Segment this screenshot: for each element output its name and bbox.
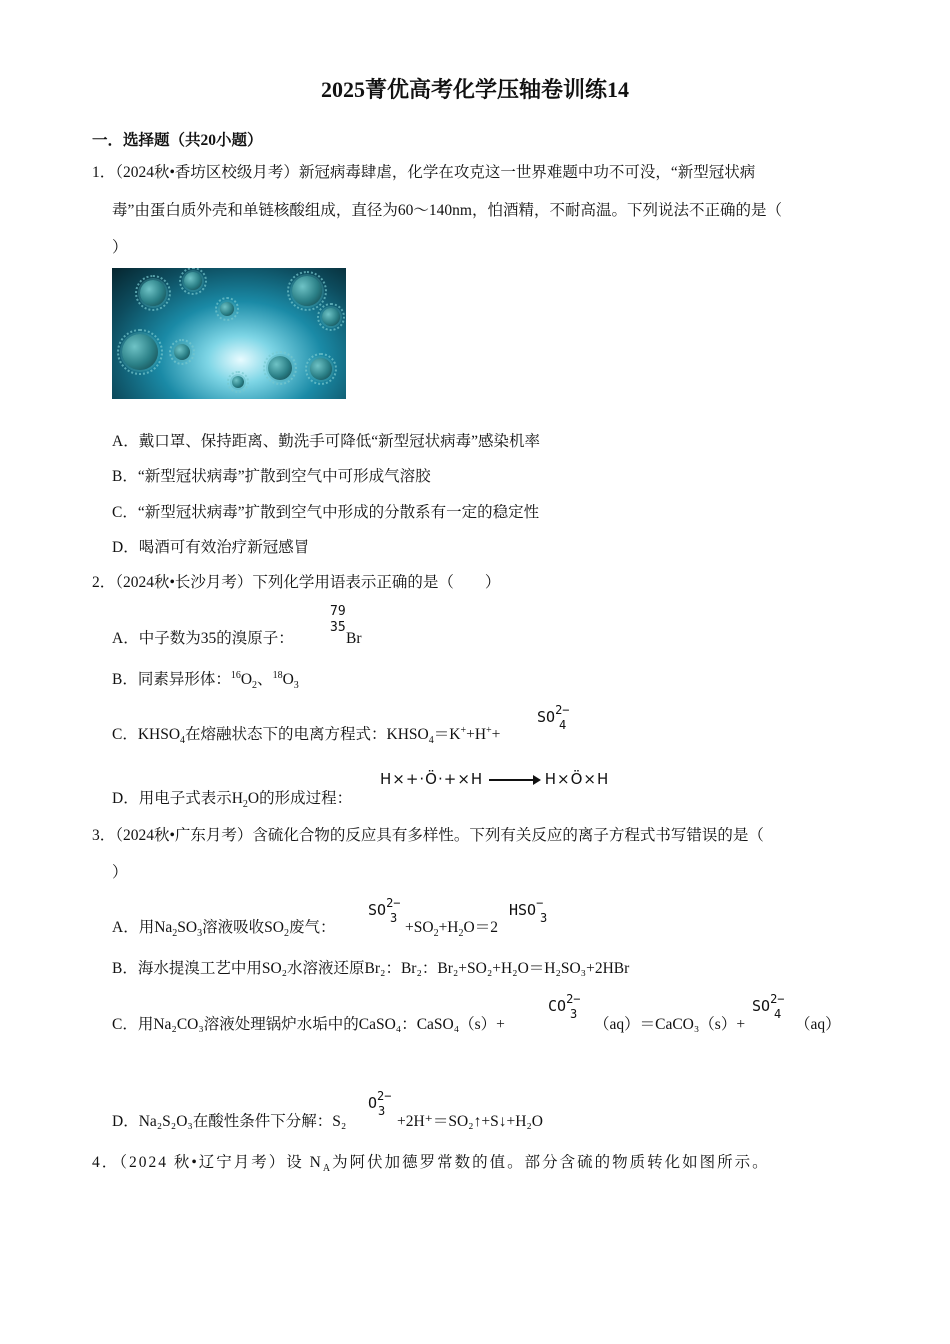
q3-option-d: D．Na₂S₂O₃在酸性条件下分解：S₂ [112,1113,347,1130]
q3-d-thiosulfate-ion: $O^{2-}$ 3 [368,1089,392,1118]
q2-a-symbol: Br [346,630,362,647]
virus-image [112,268,346,399]
q3-a-sulfite-ion: $SO^{2-}$ 3 [368,896,401,925]
section-heading: 一．选择题（共20小题） [92,132,263,149]
q1-stem-line2: 毒”由蛋白质外壳和单链核酸组成，直径为60～140nm，怕酒精，不耐高温。下列说法不正确的是（ [112,202,782,219]
q3-option-b: B．海水提溴工艺中用SO₂水溶液还原Br₂：Br₂：Br₂+SO₂+H₂O＝H₂SO₃+2HBr [112,960,630,977]
q3-stem-line1: 3．（2024秋•广东月考）含硫化合物的反应具有多样性。下列有关反应的离子方程式书写错误的是（ [92,827,764,844]
q2-c-sulfate-ion: $SO^{2-}$ 4 [537,703,570,732]
q3-c-carbonate-ion: $CO^{2-}$ 3 [548,992,581,1021]
q1-option-c: C．“新型冠状病毒”扩散到空气中形成的分散系有一定的稳定性 [112,504,540,521]
q3-d-tail: +2H⁺＝SO₂↑+S↓+H₂O [397,1113,543,1130]
q3-a-middle: $+SO_2+H_2O=2$ [405,919,498,940]
q3-a-bisulfite-ion: HSO− 3 [509,896,548,925]
q2-option-a: A．中子数为35的溴原子： [112,630,294,647]
q1-option-d: D．喝酒可有效治疗新冠感冒 [112,539,310,556]
q2-d-electron-formula: H×+·Ö·+×H H×Ö×H [380,770,610,788]
page-title: 2025菁优高考化学压轴卷训练14 [320,77,629,102]
q2-option-d: D．用电子式表示$H_2O$的形成过程： [112,790,353,811]
q1-option-a: A．戴口罩、保持距离、勤洗手可降低“新型冠状病毒”感染机率 [112,433,540,450]
q3-option-a: A．用$Na_2SO_3$溶液吸收$SO_2$废气： [112,919,336,940]
q1-stem-line3: ） [112,239,128,256]
q2-option-b: B．同素异形体：$^{16}O_2$、$^{18}O_3$ [112,669,299,692]
q4-stem: 4．（2024 秋•辽宁月考）设 $N_A$为阿伏加德罗常数的值。部分含硫的物质转化如图所示。 [92,1154,770,1175]
q3-c-sulfate-ion: $SO^{2-}$ 4 [752,992,785,1021]
q3-c-middle: （aq）＝CaCO₃（s）+ [594,1016,746,1033]
q3-option-c: C．用Na₂CO₃溶液处理锅炉水垢中的CaSO₄：CaSO₄（s）+ [112,1016,505,1033]
q1-stem-line1: 1．（2024秋•香坊区校级月考）新冠病毒肆虐，化学在攻克这一世界难题中功不可没，“新型冠状病 [92,164,756,181]
q3-stem-line2: ） [112,864,128,881]
q1-option-b: B．“新型冠状病毒”扩散到空气中可形成气溶胶 [112,468,431,485]
q2-a-mass-number: 79 [330,604,346,619]
q2-option-c: C．$KHSO_4$在熔融状态下的电离方程式：$KHSO_4=K^++H^++$ [112,724,501,747]
q2-a-atomic-number: 35 [330,620,346,635]
reaction-arrow-icon [489,779,539,781]
q2-stem: 2．（2024秋•长沙月考）下列化学用语表示正确的是（ ） [92,574,501,591]
q3-c-tail: （aq） [795,1016,841,1033]
